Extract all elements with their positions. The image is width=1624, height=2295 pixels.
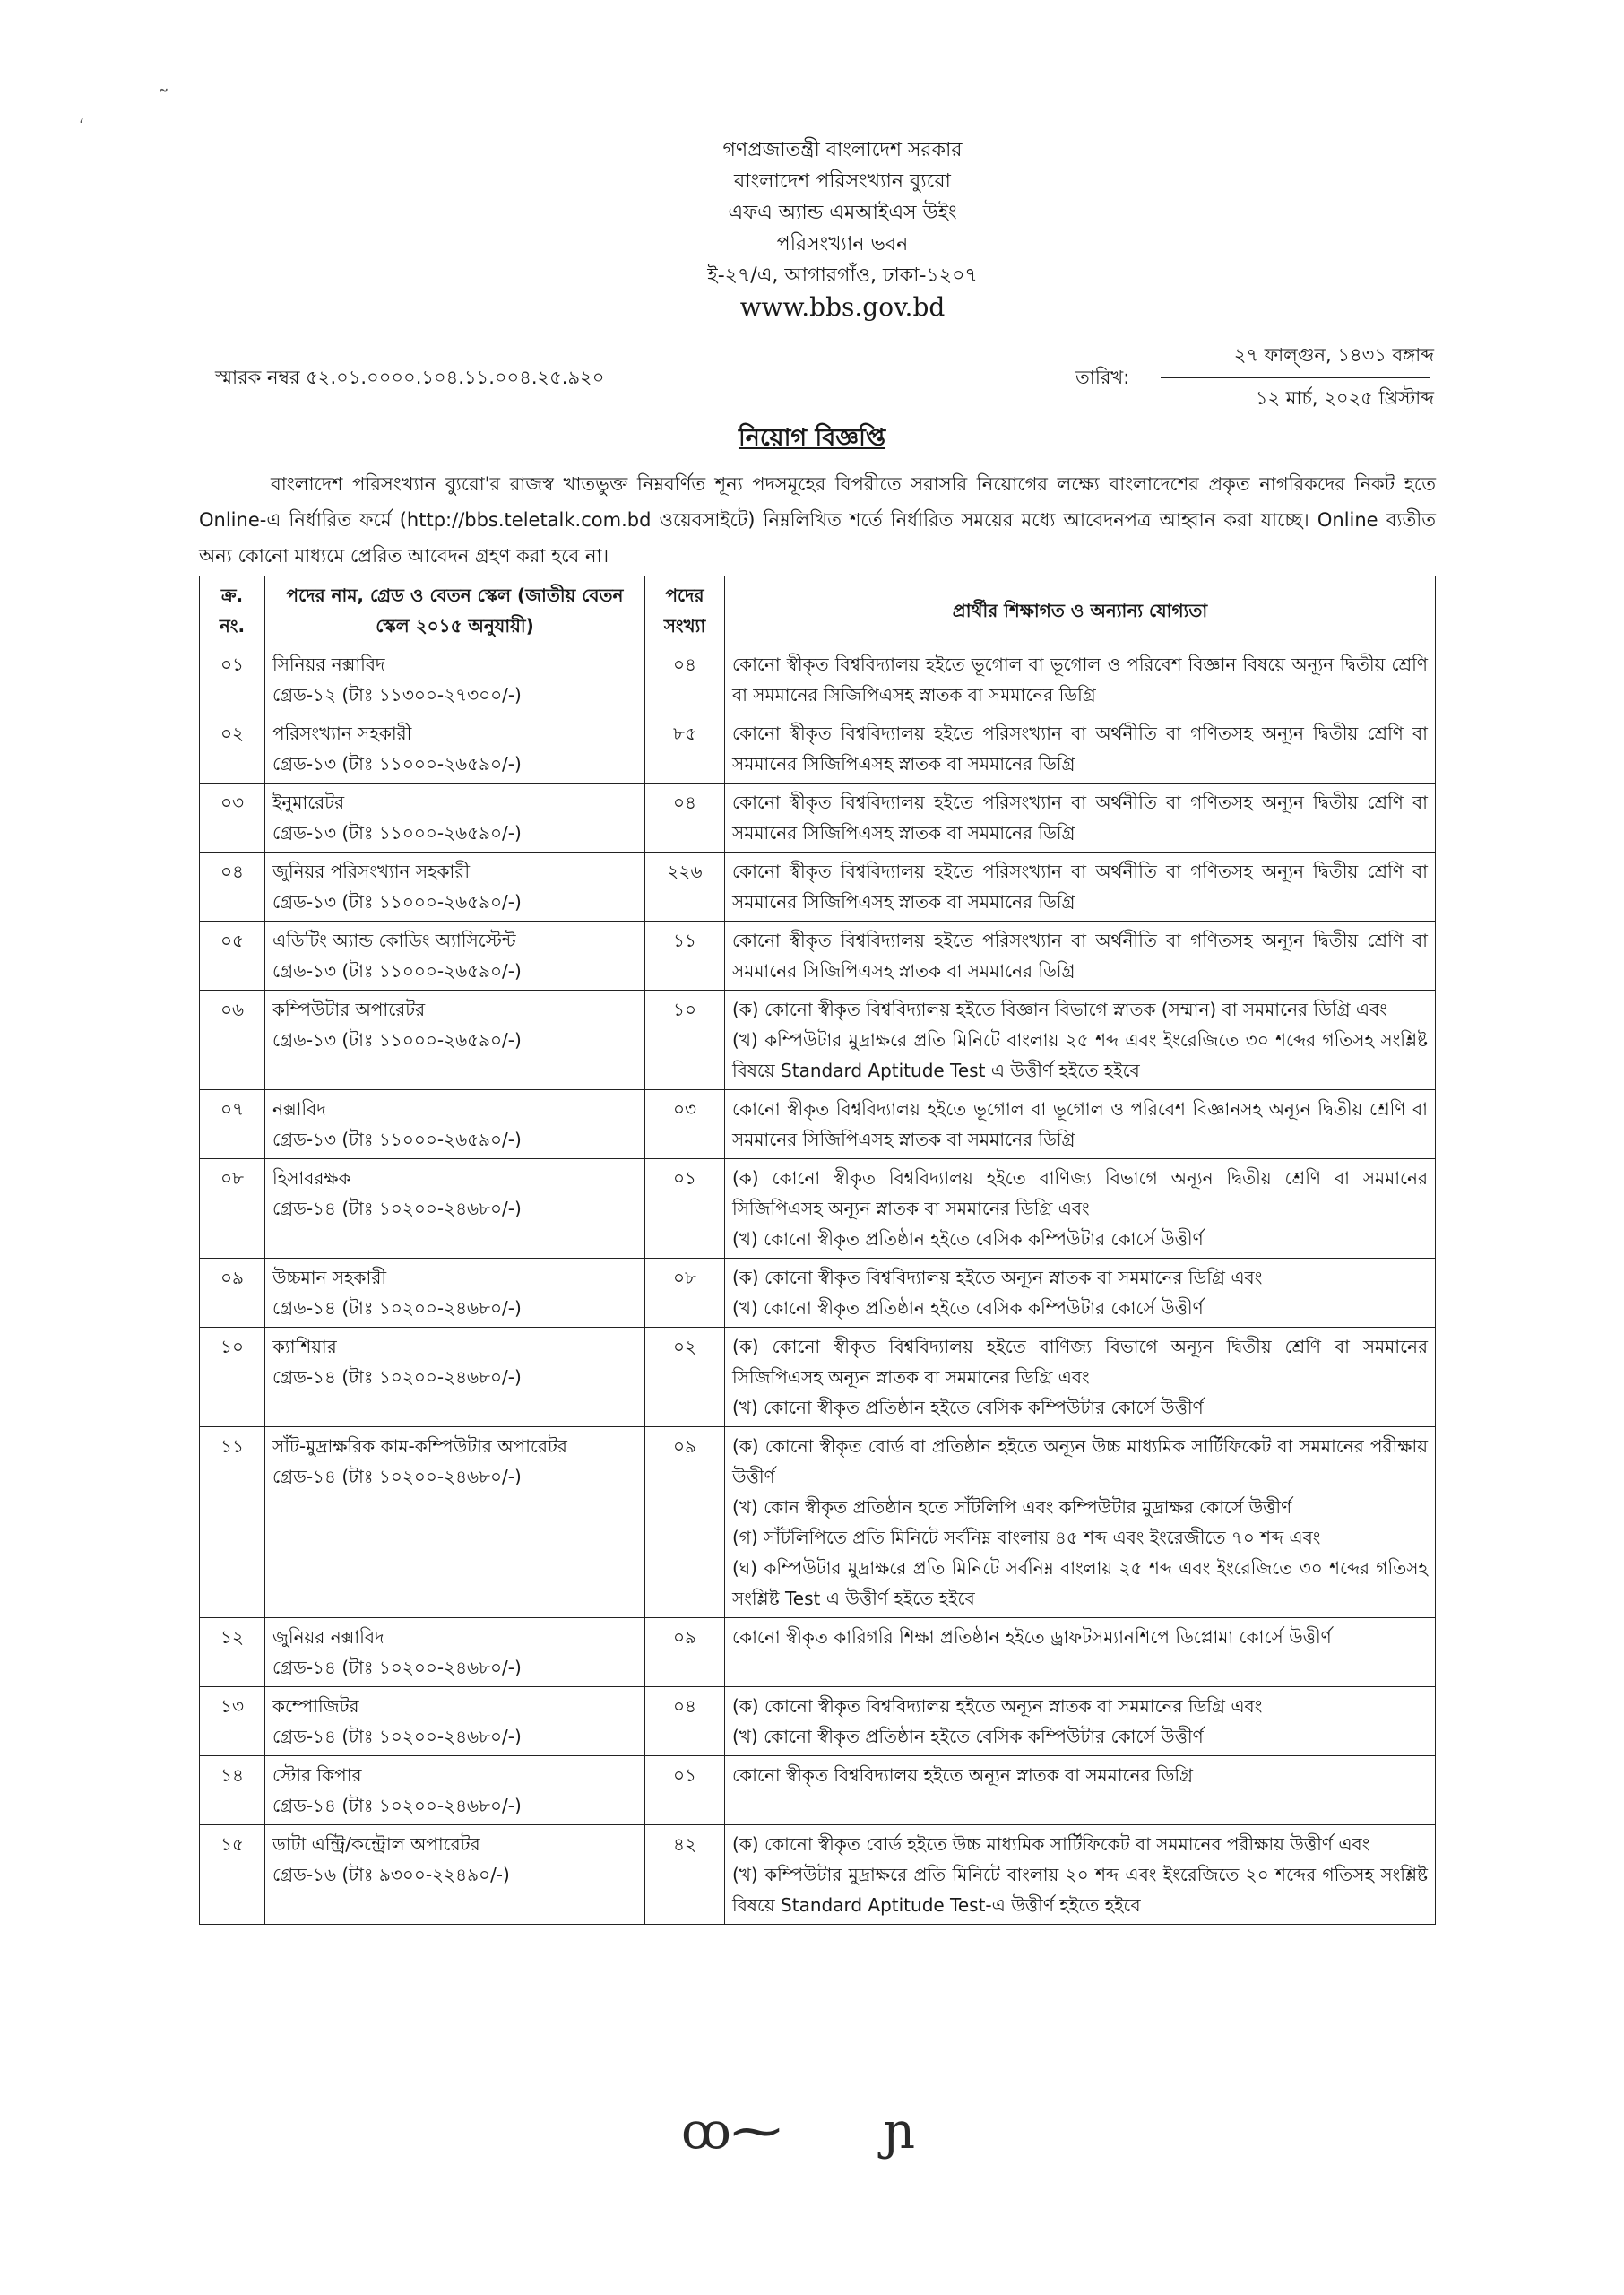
row-count: ৮৫ — [645, 714, 725, 784]
table-row — [200, 1159, 1436, 1259]
row-qualification — [725, 1427, 1436, 1618]
header-line: এফএ অ্যান্ড এমআইএস উইং — [728, 202, 957, 224]
post-name: ইনুমারেটর — [272, 792, 345, 813]
header-post: পদের নাম, গ্রেড ও বেতন স্কেল (জাতীয় বেতন স্কেল ২০১৫ অনুযায়ী) — [265, 576, 645, 645]
post-grade: গ্রেড-১৩ (টাঃ ১১০০০-২৬৫৯০/-) — [272, 822, 522, 844]
post-name: ক্যাশিয়ার — [272, 1336, 337, 1357]
header-qualification: প্রার্থীর শিক্ষাগত ও অন্যান্য যোগ্যতা — [725, 576, 1436, 645]
office-header — [592, 134, 1093, 323]
qualification-line: (ক) কোনো স্বীকৃত বোর্ড বা প্রতিষ্ঠান হইতে অন্যূন উচ্চ মাধ্যমিক সার্টিফিকেট বা সমমানের পরীক্ষায় উত্তীর্ণ — [732, 1435, 1428, 1487]
scan-speck: ‘ — [79, 115, 85, 136]
table-row — [200, 1825, 1436, 1925]
row-count: ০৪ — [645, 645, 725, 714]
post-name: জুনিয়র নক্সাবিদ — [272, 1626, 384, 1648]
header-line: পরিসংখ্যান ভবন — [776, 233, 909, 255]
qualification-line: (খ) কম্পিউটার মুদ্রাক্ষরে প্রতি মিনিটে বাংলায় ২০ শব্দ এবং ইংরেজিতে ২০ শব্দের গতিসহ সংশ্লিষ্ট বিষয়ে Standard Aptitude Test-এ উত্তীর্ণ হইতে হইবে — [732, 1864, 1428, 1916]
row-serial: ১২ — [200, 1618, 265, 1687]
row-serial: ১৪ — [200, 1756, 265, 1825]
row-qualification — [725, 1090, 1436, 1159]
row-qualification — [725, 853, 1436, 922]
row-qualification — [725, 1328, 1436, 1427]
row-count: ০৯ — [645, 1427, 725, 1618]
table-row — [200, 1090, 1436, 1159]
table-row — [200, 991, 1436, 1090]
row-count: ০৩ — [645, 1090, 725, 1159]
header-line: বাংলাদেশ পরিসংখ্যান ব্যুরো — [734, 170, 951, 193]
row-qualification — [725, 991, 1436, 1090]
initial-signature-2: ɲ — [883, 2102, 916, 2161]
qualification-line: (ক) কোনো স্বীকৃত বিশ্ববিদ্যালয় হইতে অন্যূন স্নাতক বা সমমানের ডিগ্রি এবং — [732, 1267, 1263, 1288]
post-name: উচ্চমান সহকারী — [272, 1267, 387, 1288]
vacancy-rows — [200, 645, 1436, 1925]
post-name: স্টোর কিপার — [272, 1764, 362, 1786]
qualification-line: (খ) কোনো স্বীকৃত প্রতিষ্ঠান হইতে বেসিক কম্পিউটার কোর্সে উত্তীর্ণ — [732, 1726, 1204, 1747]
post-name: কম্পিউটার অপারেটর — [272, 999, 426, 1020]
post-name: নক্সাবিদ — [272, 1098, 326, 1120]
post-grade: গ্রেড-১৪ (টাঃ ১০২০০-২৪৬৮০/-) — [272, 1726, 522, 1747]
table-row — [200, 853, 1436, 922]
row-count: ০৪ — [645, 1687, 725, 1756]
header-line: ই-২৭/এ, আগারগাঁও, ঢাকা-১২০৭ — [707, 264, 978, 287]
row-serial: ১৩ — [200, 1687, 265, 1756]
qualification-line: (গ) সাঁটলিপিতে প্রতি মিনিটে সর্বনিম্ন বাংলায় ৪৫ শব্দ এবং ইংরেজীতে ৭০ শব্দ এবং — [732, 1527, 1321, 1548]
table-row — [200, 922, 1436, 991]
row-serial: ০১ — [200, 645, 265, 714]
qualification-line: (খ) কোনো স্বীকৃত প্রতিষ্ঠান হইতে বেসিক কম্পিউটার কোর্সে উত্তীর্ণ — [732, 1297, 1204, 1319]
row-serial: ০৫ — [200, 922, 265, 991]
table-row — [200, 1427, 1436, 1618]
qualification-line: কোনো স্বীকৃত কারিগরি শিক্ষা প্রতিষ্ঠান হইতে ড্রাফটসম্যানশিপে ডিপ্লোমা কোর্সে উত্তীর্ণ — [732, 1626, 1332, 1648]
row-post — [265, 853, 645, 922]
date-label: তারিখ: — [1075, 367, 1130, 388]
table-row — [200, 714, 1436, 784]
row-post — [265, 784, 645, 853]
scan-speck: ˜ — [158, 86, 169, 113]
qualification-line: কোনো স্বীকৃত বিশ্ববিদ্যালয় হইতে পরিসংখ্যান বা অর্থনীতি বা গণিতসহ অন্যূন দ্বিতীয় শ্রেণি বা সমমানের সিজিপিএসহ স্নাতক বা সমমানের ডিগ্রি — [732, 930, 1428, 982]
row-count: ০২ — [645, 1328, 725, 1427]
table-row — [200, 1259, 1436, 1328]
row-serial: ১৫ — [200, 1825, 265, 1925]
qualification-line: (ক) কোনো স্বীকৃত বিশ্ববিদ্যালয় হইতে অন্যূন স্নাতক বা সমমানের ডিগ্রি এবং — [732, 1695, 1263, 1717]
table-row — [200, 1756, 1436, 1825]
row-count: ০৯ — [645, 1618, 725, 1687]
row-qualification — [725, 1756, 1436, 1825]
row-post — [265, 1427, 645, 1618]
post-grade: গ্রেড-১৬ (টাঃ ৯৩০০-২২৪৯০/-) — [272, 1864, 510, 1885]
post-grade: গ্রেড-১৪ (টাঃ ১০২০০-২৪৬৮০/-) — [272, 1657, 522, 1678]
post-grade: গ্রেড-১৪ (টাঃ ১০২০০-২৪৬৮০/-) — [272, 1198, 522, 1219]
table-row — [200, 1687, 1436, 1756]
post-name: ডাটা এন্ট্রি/কন্ট্রোল অপারেটর — [272, 1833, 480, 1855]
post-name: সিনিয়র নক্সাবিদ — [272, 654, 385, 675]
qualification-line: (খ) কম্পিউটার মুদ্রাক্ষরে প্রতি মিনিটে বাংলায় ২৫ শব্দ এবং ইংরেজিতে ৩০ শব্দের গতিসহ সংশ্লিষ্ট বিষয়ে Standard Aptitude Test এ উত্তীর্ণ হইতে হইবে — [732, 1029, 1428, 1081]
post-grade: গ্রেড-১৩ (টাঃ ১১০০০-২৬৫৯০/-) — [272, 891, 522, 913]
qualification-line: (ক) কোনো স্বীকৃত বিশ্ববিদ্যালয় হইতে বাণিজ্য বিভাগে অন্যূন দ্বিতীয় শ্রেণি বা সমমানের সিজিপিএসহ অন্যূন স্নাতক বা সমমানের ডিগ্রি এবং — [732, 1167, 1428, 1219]
row-qualification — [725, 714, 1436, 784]
intro-paragraph — [199, 466, 1436, 574]
row-qualification — [725, 922, 1436, 991]
table-row — [200, 1328, 1436, 1427]
row-count: ২২৬ — [645, 853, 725, 922]
post-grade: গ্রেড-১৪ (টাঃ ১০২০০-২৪৬৮০/-) — [272, 1795, 522, 1816]
table-row — [200, 784, 1436, 853]
qualification-line: কোনো স্বীকৃত বিশ্ববিদ্যালয় হইতে পরিসংখ্যান বা অর্থনীতি বা গণিতসহ অন্যূন দ্বিতীয় শ্রেণি বা সমমানের সিজিপিএসহ স্নাতক বা সমমানের ডিগ্রি — [732, 723, 1428, 775]
qualification-line: কোনো স্বীকৃত বিশ্ববিদ্যালয় হইতে পরিসংখ্যান বা অর্থনীতি বা গণিতসহ অন্যূন দ্বিতীয় শ্রেণি বা সমমানের সিজিপিএসহ স্নাতক বা সমমানের ডিগ্রি — [732, 792, 1428, 844]
row-post — [265, 1687, 645, 1756]
qualification-line: কোনো স্বীকৃত বিশ্ববিদ্যালয় হইতে ভূগোল বা ভূগোল ও পরিবেশ বিজ্ঞান বিষয়ে অন্যূন দ্বিতীয় শ্রেণি বা সমমানের সিজিপিএসহ স্নাতক বা সমমানের ডিগ্রি — [732, 654, 1428, 706]
row-post — [265, 922, 645, 991]
header-line: গণপ্রজাতন্ত্রী বাংলাদেশ সরকার — [722, 139, 963, 161]
row-qualification — [725, 1825, 1436, 1925]
header-count: পদের সংখ্যা — [645, 576, 725, 645]
post-grade: গ্রেড-১৩ (টাঃ ১১০০০-২৬৫৯০/-) — [272, 753, 522, 775]
row-post — [265, 1159, 645, 1259]
row-post — [265, 1259, 645, 1328]
post-grade: গ্রেড-১৩ (টাঃ ১১০০০-২৬৫৯০/-) — [272, 960, 522, 982]
table-row — [200, 1618, 1436, 1687]
row-qualification — [725, 784, 1436, 853]
row-post — [265, 1090, 645, 1159]
row-post — [265, 645, 645, 714]
qualification-line: কোনো স্বীকৃত বিশ্ববিদ্যালয় হইতে ভূগোল বা ভূগোল ও পরিবেশ বিজ্ঞানসহ অন্যূন দ্বিতীয় শ্রেণি বা সমমানের সিজিপিএসহ স্নাতক বা সমমানের ডিগ্রি — [732, 1098, 1428, 1150]
row-serial: ০৩ — [200, 784, 265, 853]
row-count: ১১ — [645, 922, 725, 991]
row-count: ১০ — [645, 991, 725, 1090]
row-count: ৪২ — [645, 1825, 725, 1925]
row-post — [265, 1618, 645, 1687]
row-post — [265, 1825, 645, 1925]
row-serial: ০৮ — [200, 1159, 265, 1259]
row-serial: ০৭ — [200, 1090, 265, 1159]
row-serial: ০৪ — [200, 853, 265, 922]
header-serial: ক্র. নং. — [200, 576, 265, 645]
post-grade: গ্রেড-১৪ (টাঃ ১০২০০-২৪৬৮০/-) — [272, 1466, 522, 1487]
row-serial: ১০ — [200, 1328, 265, 1427]
table-row — [200, 645, 1436, 714]
qualification-line: (খ) কোন স্বীকৃত প্রতিষ্ঠান হতে সাঁটলিপি এবং কম্পিউটার মুদ্রাক্ষর কোর্সে উত্তীর্ণ — [732, 1496, 1292, 1518]
post-grade: গ্রেড-১৪ (টাঃ ১০২০০-২৪৬৮০/-) — [272, 1297, 522, 1319]
post-name: পরিসংখ্যান সহকারী — [272, 723, 412, 744]
date-bangla: ২৭ ফাল্গুন, ১৪৩১ বঙ্গাব্দ — [1233, 344, 1434, 366]
table-header-row — [200, 576, 1436, 645]
row-serial: ০৯ — [200, 1259, 265, 1328]
row-qualification — [725, 1259, 1436, 1328]
row-count: ০১ — [645, 1159, 725, 1259]
row-post — [265, 714, 645, 784]
row-count: ০১ — [645, 1756, 725, 1825]
notice-title: নিয়োগ বিজ্ঞপ্তি — [738, 424, 886, 452]
row-post — [265, 1756, 645, 1825]
qualification-line: (ক) কোনো স্বীকৃত বিশ্ববিদ্যালয় হইতে বাণিজ্য বিভাগে অন্যূন দ্বিতীয় শ্রেণি বা সমমানের সিজিপিএসহ অন্যূন স্নাতক বা সমমানের ডিগ্রি এবং — [732, 1336, 1428, 1388]
initial-signature-1: ꝏ⁓ — [681, 2102, 782, 2161]
qualification-line: কোনো স্বীকৃত বিশ্ববিদ্যালয় হইতে পরিসংখ্যান বা অর্থনীতি বা গণিতসহ অন্যূন দ্বিতীয় শ্রেণি বা সমমানের সিজিপিএসহ স্নাতক বা সমমানের ডিগ্রি — [732, 861, 1428, 913]
post-name: সাঁট-মুদ্রাক্ষরিক কাম-কম্পিউটার অপারেটর — [272, 1435, 567, 1457]
qualification-line: (খ) কোনো স্বীকৃত প্রতিষ্ঠান হইতে বেসিক কম্পিউটার কোর্সে উত্তীর্ণ — [732, 1397, 1204, 1418]
website-link[interactable]: www.bbs.gov.bd — [739, 292, 946, 322]
date-english: ১২ মার্চ, ২০২৫ খ্রিস্টাব্দ — [1255, 387, 1434, 409]
row-serial: ১১ — [200, 1427, 265, 1618]
row-qualification — [725, 1159, 1436, 1259]
qualification-line: (ঘ) কম্পিউটার মুদ্রাক্ষরে প্রতি মিনিটে সর্বনিম্ন বাংলায় ২৫ শব্দ এবং ইংরেজিতে ৩০ শব্দের গতিসহ সংশ্লিষ্ট Test এ উত্তীর্ণ হইতে হইবে — [732, 1557, 1428, 1609]
row-qualification — [725, 1618, 1436, 1687]
date-divider — [1161, 377, 1430, 378]
post-name: হিসাবরক্ষক — [272, 1167, 351, 1189]
row-qualification — [725, 645, 1436, 714]
post-grade: গ্রেড-১৪ (টাঃ ১০২০০-২৪৬৮০/-) — [272, 1366, 522, 1388]
qualification-line: (ক) কোনো স্বীকৃত বিশ্ববিদ্যালয় হইতে বিজ্ঞান বিভাগে স্নাতক (সম্মান) বা সমমানের ডিগ্রি এবং — [732, 999, 1387, 1020]
row-post — [265, 991, 645, 1090]
row-qualification — [725, 1687, 1436, 1756]
row-serial: ০৬ — [200, 991, 265, 1090]
qualification-line: (ক) কোনো স্বীকৃত বোর্ড হইতে উচ্চ মাধ্যমিক সার্টিফিকেট বা সমমানের পরীক্ষায় উত্তীর্ণ এবং — [732, 1833, 1370, 1855]
memo-number: স্মারক নম্বর ৫২.০১.০০০০.১০৪.১১.০০৪.২৫.৯২০ — [215, 367, 605, 388]
post-name: জুনিয়র পরিসংখ্যান সহকারী — [272, 861, 471, 882]
intro-text: বাংলাদেশ পরিসংখ্যান ব্যুরো'র রাজস্ব খাতভুক্ত নিম্নবর্ণিত শূন্য পদসমূহের বিপরীতে সরাসরি নিয়োগের লক্ষ্যে বাংলাদেশের প্রকৃত নাগরিকদের নিকট হতে Online-এ নির্ধারিত ফর্মে (http://bbs.teletalk.com.bd ওয়েবসাইটে) নিম্নলিখিত শর্তে নির্ধারিত সময়ের মধ্যে আবেদনপত্র আহ্বান করা যাচ্ছে। Online ব্যতীত অন্য কোনো মাধ্যমে প্রেরিত আবেদন গ্রহণ করা হবে না। — [199, 473, 1436, 567]
row-serial: ০২ — [200, 714, 265, 784]
post-grade: গ্রেড-১৩ (টাঃ ১১০০০-২৬৫৯০/-) — [272, 1129, 522, 1150]
post-name: কম্পোজিটর — [272, 1695, 359, 1717]
post-grade: গ্রেড-১২ (টাঃ ১১৩০০-২৭৩০০/-) — [272, 684, 522, 706]
row-count: ০৪ — [645, 784, 725, 853]
row-count: ০৮ — [645, 1259, 725, 1328]
qualification-line: কোনো স্বীকৃত বিশ্ববিদ্যালয় হইতে অন্যূন স্নাতক বা সমমানের ডিগ্রি — [732, 1764, 1194, 1786]
vacancy-table — [199, 576, 1436, 1925]
row-post — [265, 1328, 645, 1427]
post-name: এডিটিং অ্যান্ড কোডিং অ্যাসিস্টেন্ট — [272, 930, 516, 951]
qualification-line: (খ) কোনো স্বীকৃত প্রতিষ্ঠান হইতে বেসিক কম্পিউটার কোর্সে উত্তীর্ণ — [732, 1228, 1204, 1250]
post-grade: গ্রেড-১৩ (টাঃ ১১০০০-২৬৫৯০/-) — [272, 1029, 522, 1051]
